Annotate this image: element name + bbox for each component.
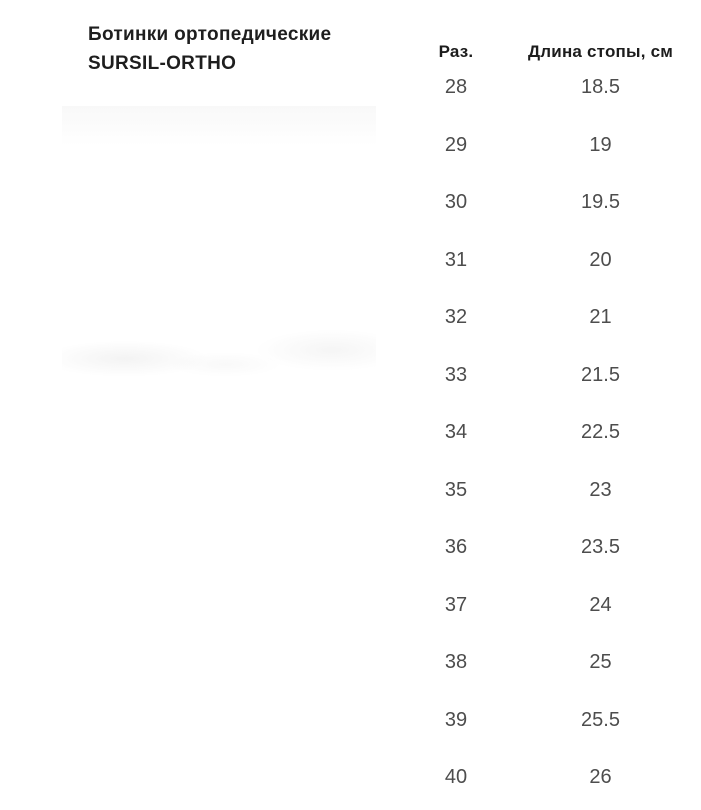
size-value: 36: [444, 536, 468, 559]
table-row: [412, 692, 701, 750]
length-value: 23.5: [581, 536, 620, 559]
table-row: [412, 634, 701, 692]
product-title: [88, 20, 331, 78]
size-value: 29: [444, 133, 468, 156]
length-value: 25.5: [581, 708, 620, 731]
size-value: 28: [444, 76, 468, 99]
length-value: 22.5: [581, 421, 620, 444]
length-value: 23: [589, 478, 612, 501]
length-value: 21: [589, 306, 612, 329]
length-value: 19.5: [581, 191, 620, 214]
table-row: [412, 404, 701, 462]
size-value: 31: [444, 248, 468, 271]
table-row: [412, 462, 701, 520]
table-row: [412, 347, 701, 405]
size-value: 32: [444, 306, 468, 329]
size-value: 38: [444, 651, 468, 674]
table-row: [412, 289, 701, 347]
product-title-line1: Ботинки ортопедические: [88, 24, 332, 45]
table-row: [412, 232, 701, 290]
size-value: 40: [444, 766, 468, 789]
length-value: 24: [589, 593, 612, 616]
size-value: 35: [444, 478, 468, 501]
size-value: 30: [444, 191, 468, 214]
header-size: Раз.: [438, 42, 474, 61]
size-value: 37: [444, 593, 468, 616]
table-row: [412, 174, 701, 232]
table-row: [412, 519, 701, 577]
size-value: 33: [444, 363, 468, 386]
length-value: 19: [589, 133, 612, 156]
product-title-line2: SURSIL-ORTHO: [88, 53, 237, 74]
size-table-rows: [412, 59, 701, 807]
length-value: 20: [589, 248, 612, 271]
size-value: 34: [444, 421, 468, 444]
table-row: [412, 577, 701, 635]
table-row: [412, 117, 701, 175]
table-row: [412, 59, 701, 117]
size-table: [412, 0, 701, 810]
product-photo: [62, 106, 376, 390]
size-value: 39: [444, 708, 468, 731]
table-row: [412, 749, 701, 807]
length-value: 18.5: [581, 76, 620, 99]
length-value: 26: [589, 766, 612, 789]
length-value: 21.5: [581, 363, 620, 386]
header-length: Длина стопы, см: [527, 42, 673, 61]
length-value: 25: [589, 651, 612, 674]
